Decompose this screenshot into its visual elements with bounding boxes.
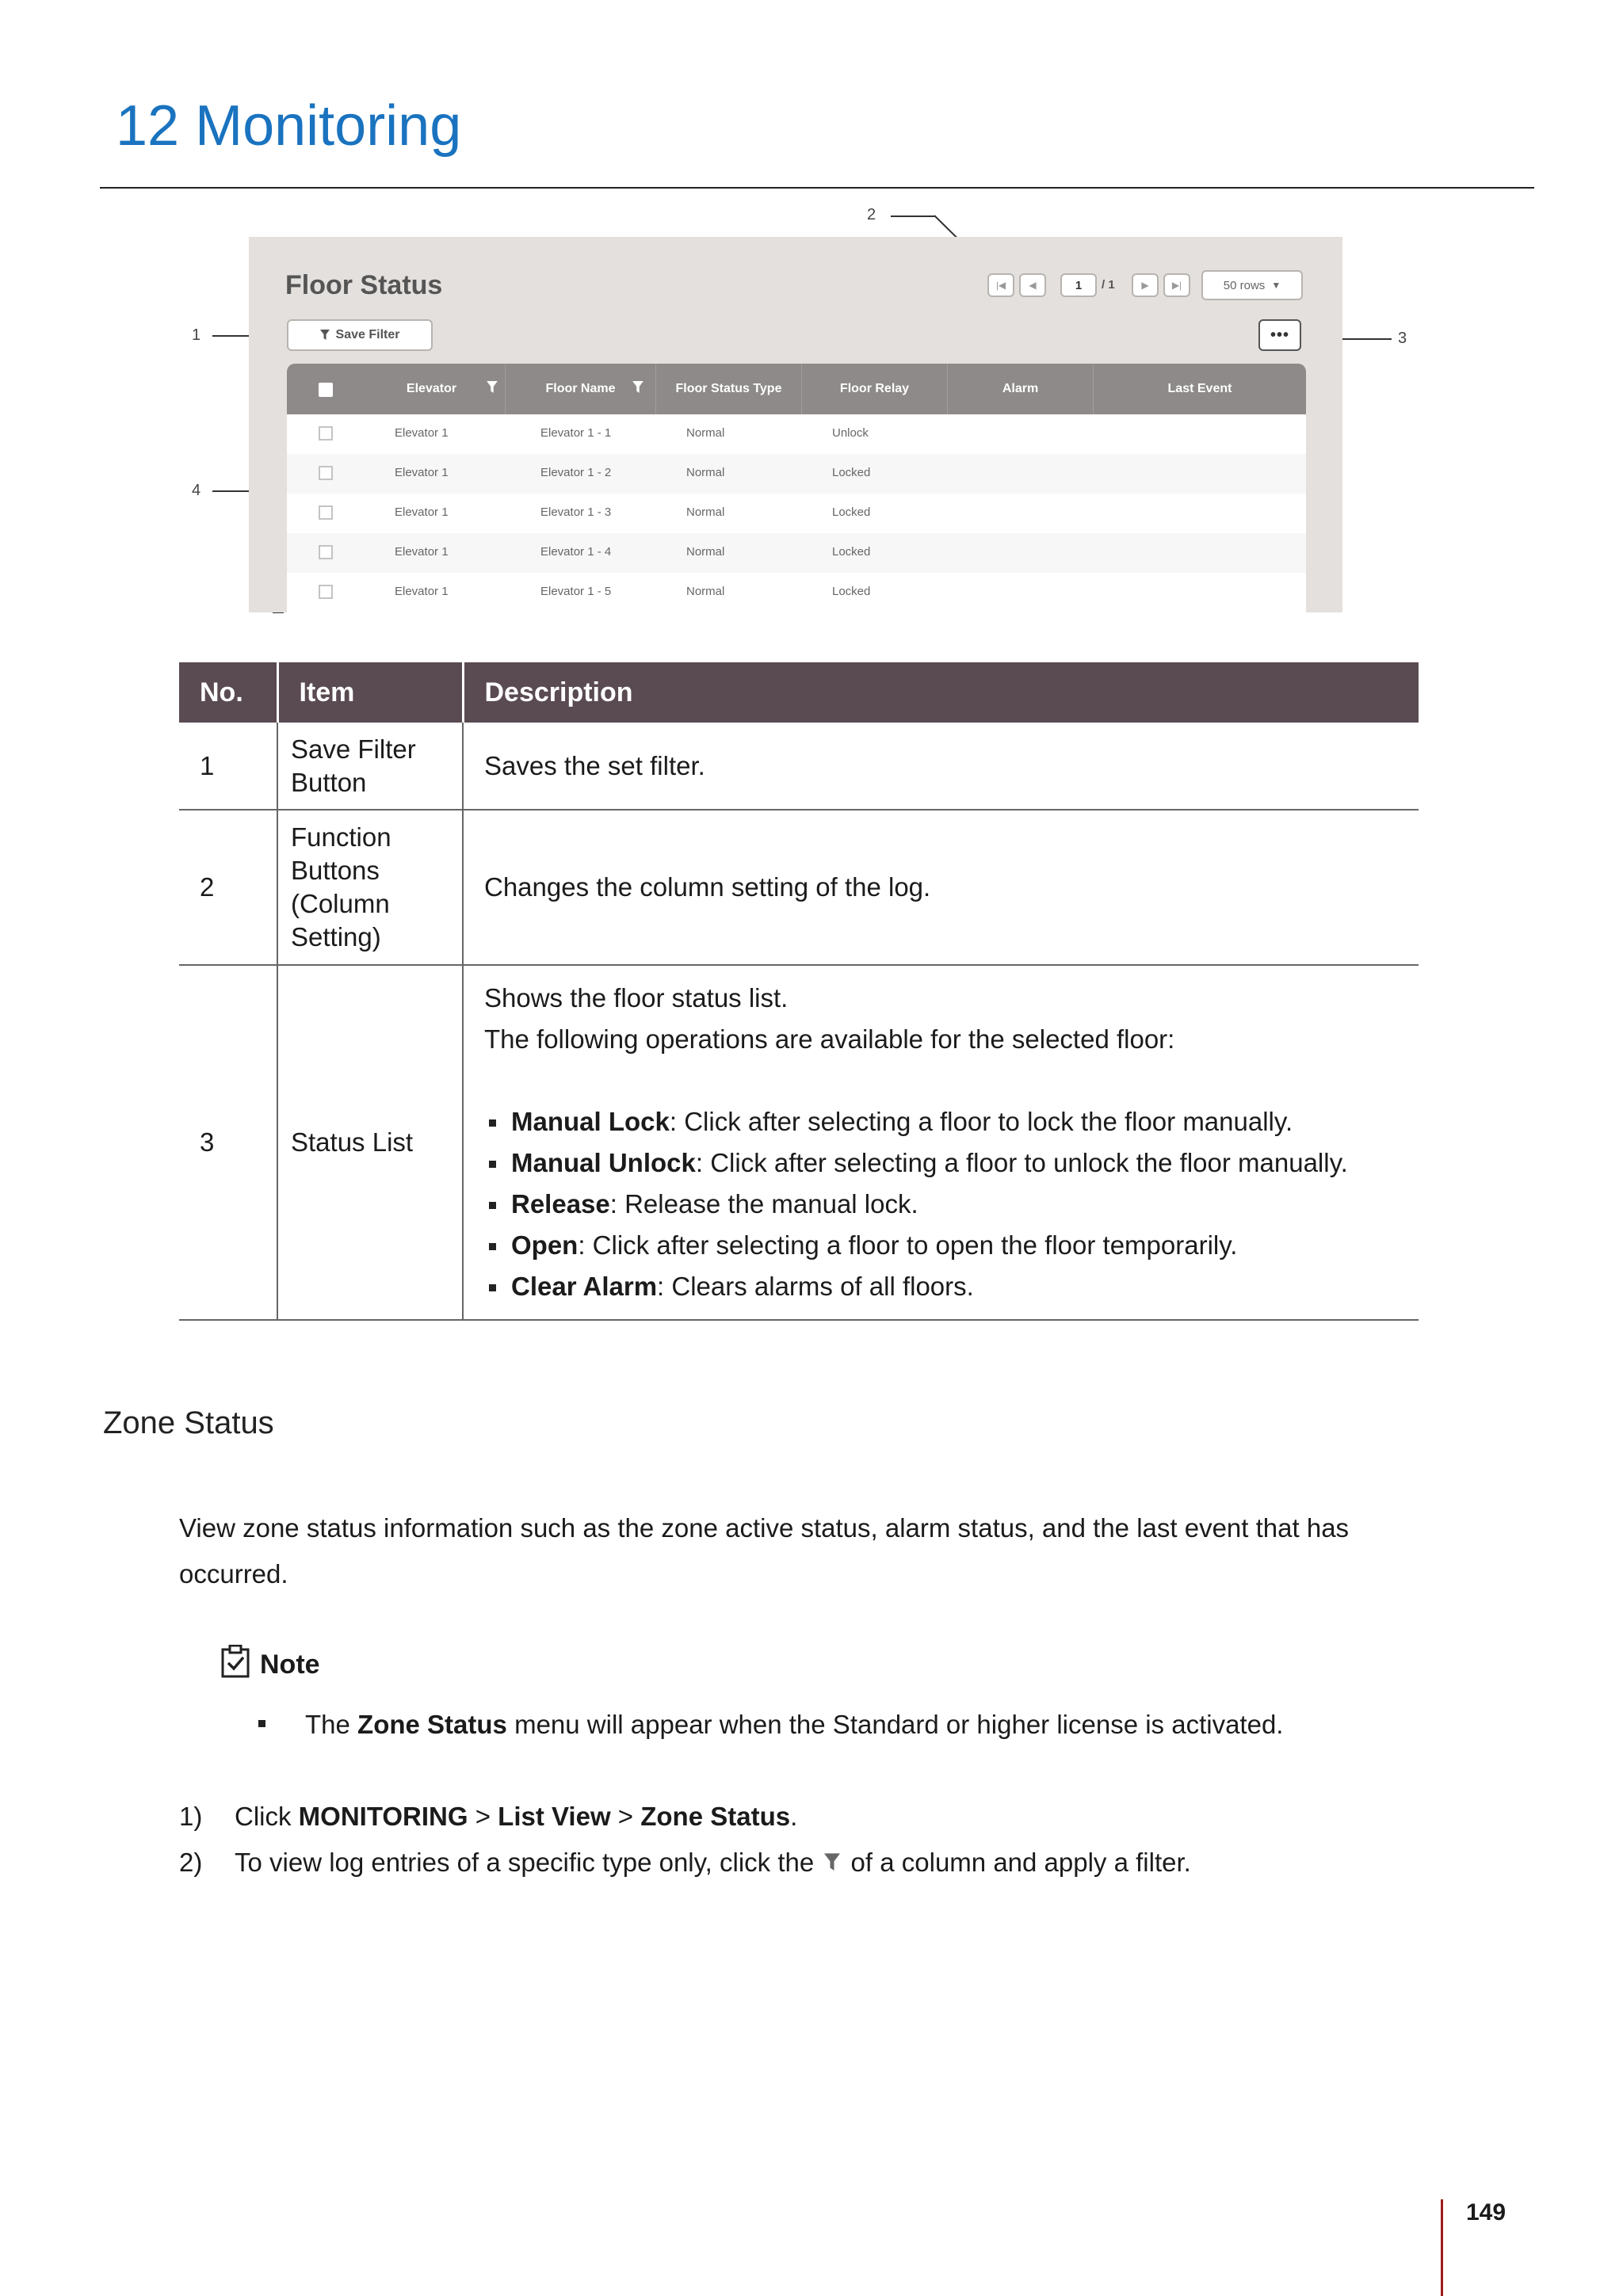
cell-elevator: Elevator 1 [395, 466, 449, 479]
step-text: . [790, 1802, 798, 1831]
note-text: menu will appear when the Standard or higher license is activated. [506, 1710, 1284, 1739]
row-description: Changes the column setting of the log. [463, 810, 1419, 965]
col-alarm[interactable] [948, 364, 1094, 414]
table-header-row [179, 662, 1419, 723]
save-filter-label: Save Filter [335, 328, 400, 341]
table-row [179, 810, 1419, 965]
header-item: Item [277, 662, 463, 723]
bullet-term: Manual Unlock [511, 1148, 696, 1177]
col-floor-status-type-label: Floor Status Type [675, 382, 782, 395]
row-no: 3 [179, 965, 277, 1320]
description-line: Shows the floor status list. [484, 983, 789, 1013]
table-row[interactable] [287, 414, 1306, 455]
cell-floor-name: Elevator 1 - 4 [540, 545, 612, 559]
first-page-icon: |◀ [995, 280, 1006, 291]
row-item: Status List [277, 965, 463, 1320]
header-rule [100, 187, 1534, 189]
step-text: Click [235, 1802, 299, 1831]
bullet-square [258, 1720, 265, 1727]
first-page-button[interactable] [987, 273, 1014, 297]
rows-per-page-select[interactable] [1201, 270, 1303, 300]
bullet-text: : Clears alarms of all floors. [657, 1272, 974, 1301]
cell-elevator: Elevator 1 [395, 585, 449, 598]
operations-list [484, 1101, 1407, 1307]
col-elevator[interactable] [358, 364, 506, 414]
next-page-button[interactable] [1132, 273, 1159, 297]
cell-status-type: Normal [686, 466, 725, 479]
row-item: Save Filter Button [277, 723, 463, 810]
cell-status-type: Normal [686, 585, 725, 598]
spacer [484, 1060, 1407, 1101]
page-total: / 1 [1102, 278, 1115, 292]
note-label: Note [260, 1650, 320, 1680]
row-checkbox[interactable] [319, 426, 333, 441]
list-item [484, 1184, 1407, 1225]
cell-relay: Locked [832, 585, 871, 598]
last-page-button[interactable] [1163, 273, 1190, 297]
bullet-text: : Click after selecting a floor to open the floor temporarily. [578, 1230, 1238, 1260]
step-text: of a column and apply a filter. [843, 1848, 1191, 1877]
chapter-title: 12 Monitoring [116, 94, 462, 158]
select-all-checkbox[interactable] [319, 383, 333, 397]
table-row[interactable] [287, 573, 1306, 612]
prev-page-icon: ◀ [1029, 280, 1037, 291]
footer-accent-bar [1441, 2199, 1443, 2296]
cell-relay: Locked [832, 545, 871, 559]
cell-elevator: Elevator 1 [395, 505, 449, 519]
step-1 [179, 1802, 797, 1832]
note-item [258, 1710, 1283, 1740]
cell-floor-name: Elevator 1 - 3 [540, 505, 612, 519]
bullet-term: Clear Alarm [511, 1272, 658, 1301]
step-number: 2) [179, 1848, 203, 1877]
step-2 [179, 1848, 1191, 1878]
menu-list-view: List View [498, 1802, 611, 1831]
table-row[interactable] [287, 454, 1306, 494]
row-description: Saves the set filter. [463, 723, 1419, 810]
cell-floor-name: Elevator 1 - 2 [540, 466, 612, 479]
step-text: To view log entries of a specific type only, click the [235, 1848, 822, 1877]
list-item [484, 1266, 1407, 1307]
row-no: 2 [179, 810, 277, 965]
col-floor-relay[interactable] [802, 364, 948, 414]
section-intro: View zone status information such as the zone active status, alarm status, and the last event that has occurred. [179, 1513, 1350, 1589]
cell-relay: Unlock [832, 426, 869, 440]
cell-relay: Locked [832, 505, 871, 519]
section-heading: Zone Status [103, 1405, 274, 1440]
cell-floor-name: Elevator 1 - 5 [540, 585, 612, 598]
row-checkbox[interactable] [319, 505, 333, 520]
row-checkbox[interactable] [319, 466, 333, 480]
more-icon: ••• [1270, 326, 1289, 344]
callout-4: 4 [192, 482, 201, 499]
callout-2: 2 [867, 206, 876, 223]
col-alarm-label: Alarm [1002, 382, 1039, 395]
row-no: 1 [179, 723, 277, 810]
cell-status-type: Normal [686, 505, 725, 519]
bullet-text: : Click after selecting a floor to lock the floor manually. [669, 1107, 1293, 1136]
page-number: 149 [1466, 2199, 1507, 2225]
row-description [463, 965, 1419, 1320]
cell-floor-name: Elevator 1 - 1 [540, 426, 612, 440]
list-item [484, 1142, 1407, 1184]
grid-header [287, 364, 1306, 414]
last-page-icon: ▶| [1171, 280, 1182, 291]
filter-icon[interactable] [487, 381, 498, 394]
save-filter-button[interactable] [287, 319, 433, 351]
header-description: Description [463, 662, 1419, 723]
next-page-icon: ▶ [1141, 280, 1149, 291]
description-table [179, 662, 1419, 1321]
callout-2-line [891, 215, 935, 217]
note-clipboard-icon [220, 1645, 252, 1680]
col-floor-status-type[interactable] [656, 364, 802, 414]
cell-status-type: Normal [686, 545, 725, 559]
cell-relay: Locked [832, 466, 871, 479]
callout-1: 1 [192, 326, 201, 344]
floor-status-title: Floor Status [285, 270, 443, 300]
list-item [484, 1101, 1407, 1142]
row-checkbox[interactable] [319, 585, 333, 599]
cell-status-type: Normal [686, 426, 725, 440]
menu-zone-status: Zone Status [640, 1802, 791, 1831]
bullet-term: Manual Lock [511, 1107, 670, 1136]
col-elevator-label: Elevator [406, 382, 457, 395]
separator: > [468, 1802, 498, 1831]
bullet-text: : Click after selecting a floor to unlock the floor manually. [695, 1148, 1348, 1177]
row-checkbox[interactable] [319, 545, 333, 559]
table-row [179, 723, 1419, 810]
page-input[interactable]: 1 [1060, 273, 1097, 297]
bullet-term: Open [511, 1230, 579, 1260]
step-number: 1) [179, 1802, 203, 1831]
col-floor-relay-label: Floor Relay [839, 382, 910, 395]
header-no: No. [179, 662, 277, 723]
col-floor-name-label: Floor Name [545, 382, 616, 395]
table-row[interactable] [287, 533, 1306, 574]
filter-icon[interactable] [632, 381, 643, 394]
bullet-term: Release [511, 1189, 610, 1219]
list-item [484, 1225, 1407, 1266]
bullet-text: : Release the manual lock. [609, 1189, 918, 1219]
cell-elevator: Elevator 1 [395, 426, 449, 440]
description-line: The following operations are available for the selected floor: [484, 1024, 1175, 1054]
col-last-event[interactable] [1094, 364, 1306, 414]
table-row [179, 965, 1419, 1320]
separator: > [610, 1802, 641, 1831]
grid-body [287, 414, 1306, 612]
note-bold: Zone Status [357, 1710, 507, 1739]
note-text: The [305, 1710, 358, 1739]
cell-elevator: Elevator 1 [395, 545, 449, 559]
filter-icon [320, 330, 330, 341]
floor-status-grid [287, 364, 1306, 612]
col-last-event-label: Last Event [1167, 382, 1232, 395]
menu-monitoring: MONITORING [298, 1802, 468, 1831]
callout-3: 3 [1398, 330, 1407, 347]
row-item: Function Buttons (Column Setting) [277, 810, 463, 965]
prev-page-button[interactable] [1019, 273, 1046, 297]
chevron-down-icon: ▼ [1271, 280, 1281, 291]
floor-status-screenshot [249, 237, 1342, 612]
rows-per-page-value: 50 rows [1223, 278, 1266, 292]
filter-icon [824, 1852, 840, 1873]
table-row[interactable] [287, 494, 1306, 534]
more-button[interactable] [1258, 319, 1301, 351]
